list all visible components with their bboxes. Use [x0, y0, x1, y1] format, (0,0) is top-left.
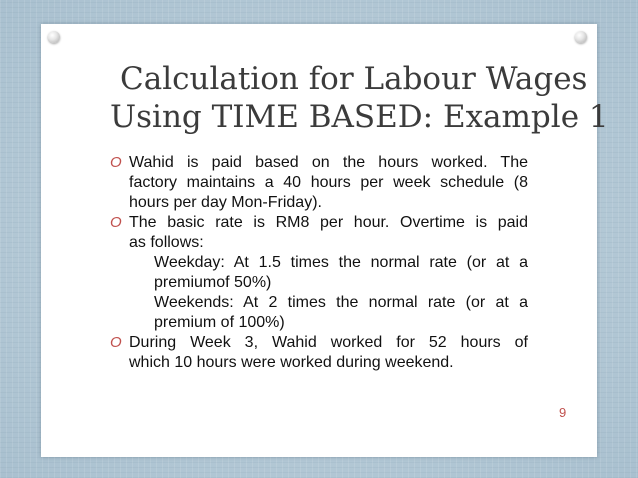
bullet-item	[110, 213, 528, 253]
page-number: 9	[559, 405, 567, 420]
bullet-line: hours per day Mon-Friday).	[129, 194, 322, 211]
pushpin-icon	[575, 31, 587, 43]
bullet-line: which 10 hours were worked during weekend.	[129, 354, 454, 371]
sub-item-line: Weekday: At 1.5 times the normal rate (or at a	[154, 254, 528, 271]
bullet-line: The basic rate is RM8 per hour. Overtime is paid	[129, 214, 528, 231]
sub-item	[110, 293, 528, 333]
bullet-marker-icon: O	[110, 334, 122, 351]
title-line: Calculation for Labour Wages	[120, 61, 588, 97]
pushpin-icon	[48, 31, 60, 43]
bullet-item	[110, 333, 528, 373]
bullet-line: Wahid is paid based on the hours worked. The	[129, 154, 528, 171]
sub-item-line: premium of 100%)	[154, 314, 285, 331]
bullet-item	[110, 153, 528, 213]
bullet-marker-icon: O	[110, 214, 122, 231]
sub-item	[110, 253, 528, 293]
sub-item-line: Weekends: At 2 times the normal rate (or at a	[154, 294, 528, 311]
bullet-marker-icon: O	[110, 154, 122, 171]
title-line: Using TIME BASED: Example 1	[110, 99, 609, 135]
slide-title	[110, 60, 609, 136]
sub-item-line: premiumof 50%)	[154, 274, 272, 291]
bullet-line: During Week 3, Wahid worked for 52 hours of	[129, 334, 528, 351]
bullet-line: as follows:	[129, 234, 204, 251]
slide-body	[110, 153, 528, 373]
bullet-line: factory maintains a 40 hours per week schedule (8	[129, 174, 528, 191]
